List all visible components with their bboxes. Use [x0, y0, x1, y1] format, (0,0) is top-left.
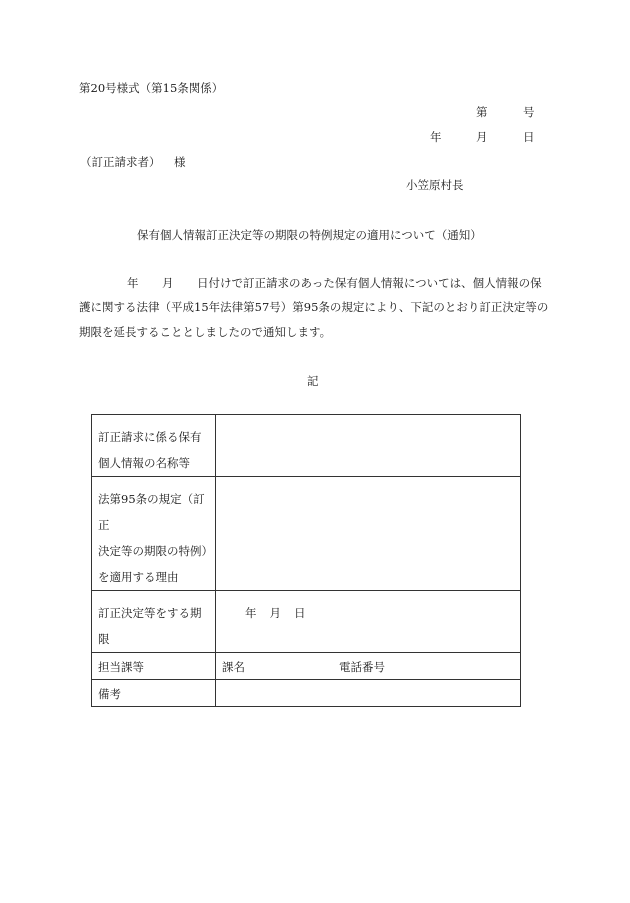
row-period-month: 月: [269, 606, 281, 620]
table-row-dept: [92, 653, 521, 680]
row-reason-label-cell: [92, 477, 216, 591]
doc-ref-go: 号: [523, 105, 535, 119]
row-dept-label: 担当課等: [98, 660, 144, 674]
table-row-reason: [92, 477, 521, 591]
row-period-value-cell[interactable]: [216, 591, 521, 653]
issue-date-month: 月: [476, 130, 488, 144]
addressee-label: （訂正請求者）: [80, 155, 161, 169]
table-row-name: [92, 415, 521, 477]
row-period-label-line-1: 訂正決定等をする期: [98, 606, 202, 620]
ki-marker: 記: [307, 374, 319, 388]
doc-ref-dai: 第: [476, 105, 488, 119]
row-name-label-cell: [92, 415, 216, 477]
row-reason-value-cell[interactable]: [216, 477, 521, 591]
row-period-label-cell: [92, 591, 216, 653]
row-dept-value-cell[interactable]: [216, 653, 521, 680]
issue-date-day: 日: [523, 130, 535, 144]
row-period-label-line-2: 限: [98, 632, 110, 646]
row-name-label-line-2: 個人情報の名称等: [98, 456, 190, 470]
row-dept-name-label: 課名: [222, 660, 245, 674]
row-notes-label: 備考: [98, 687, 121, 701]
row-name-value-cell[interactable]: [216, 415, 521, 477]
row-period-day: 日: [294, 606, 306, 620]
body-date-year: 年: [127, 276, 139, 290]
issue-date-year: 年: [430, 130, 442, 144]
issuer-name: 小笠原村長: [406, 178, 464, 192]
row-period-year: 年: [245, 606, 257, 620]
body-date-month: 月: [162, 276, 174, 290]
row-dept-label-cell: [92, 653, 216, 680]
body-line-2: 護に関する法律（平成15年法律第57号）第95条の規定により、下記のとおり訂正決定等の: [79, 300, 549, 314]
body-line-3: 期限を延長することとしましたので通知します。: [79, 325, 332, 339]
row-reason-label-line-1: 法第95条の規定（訂正: [98, 492, 205, 532]
row-notes-label-cell: [92, 680, 216, 707]
row-notes-value-cell[interactable]: [216, 680, 521, 707]
document-title: 保有個人情報訂正決定等の期限の特例規定の適用について（通知）: [137, 228, 482, 242]
form-number: 第20号様式（第15条関係）: [79, 81, 224, 95]
row-reason-label-line-3: を適用する理由: [98, 570, 179, 584]
details-table: [91, 414, 521, 707]
row-name-label-line-1: 訂正請求に係る保有: [98, 430, 202, 444]
row-reason-label-line-2: 決定等の期限の特例）: [98, 544, 213, 558]
body-line-1: 日付けで訂正請求のあった保有個人情報については、個人情報の保: [197, 276, 542, 290]
addressee-honorific: 様: [174, 155, 186, 169]
table-row-period: [92, 591, 521, 653]
table-row-notes: [92, 680, 521, 707]
row-dept-phone-label: 電話番号: [339, 660, 385, 674]
